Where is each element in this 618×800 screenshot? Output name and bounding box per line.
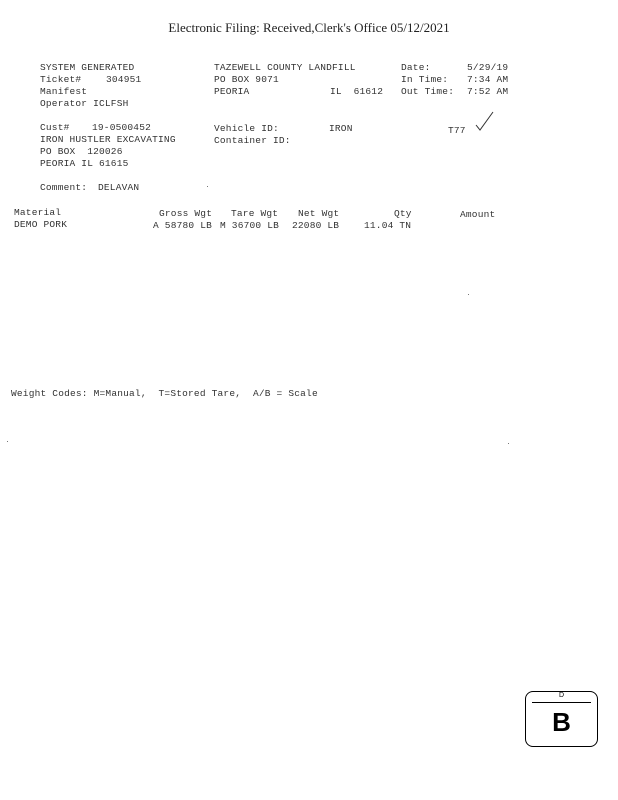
weight-codes-legend: Weight Codes: M=Manual, T=Stored Tare, A/B = Scale bbox=[11, 388, 318, 399]
scan-speck bbox=[508, 443, 509, 444]
facility-name: TAZEWELL COUNTY LANDFILL bbox=[214, 62, 356, 73]
filing-stamp: Electronic Filing: Received,Clerk's Office 05/12/2021 bbox=[168, 20, 450, 35]
date-value: 5/29/19 bbox=[467, 62, 509, 73]
cell-qty: 11.04 TN bbox=[364, 220, 412, 231]
col-header-qty: Qty bbox=[394, 208, 412, 219]
scan-speck bbox=[468, 294, 469, 295]
col-header-tare: Tare Wgt bbox=[231, 208, 279, 219]
operator-label: Operator ICLFSH bbox=[40, 98, 129, 109]
in-time-label: In Time: bbox=[401, 74, 449, 85]
scan-speck bbox=[7, 441, 8, 442]
cust-number: 19-0500452 bbox=[92, 122, 152, 133]
customer-address: PO BOX 120026 bbox=[40, 146, 123, 157]
container-id-label: Container ID: bbox=[214, 135, 291, 146]
exhibit-letter: B bbox=[552, 707, 571, 737]
exhibit-divider bbox=[532, 702, 591, 703]
vehicle-id-label: Vehicle ID: bbox=[214, 123, 279, 134]
cell-material: DEMO PORK bbox=[14, 219, 68, 230]
checkmark-icon bbox=[474, 110, 496, 134]
facility-po-box: PO BOX 9071 bbox=[214, 74, 279, 85]
system-generated-label: SYSTEM GENERATED bbox=[40, 62, 135, 73]
cell-tare: M 36700 LB bbox=[220, 220, 280, 231]
col-header-material: Material bbox=[14, 207, 62, 218]
comment-value: DELAVAN bbox=[98, 182, 140, 193]
comment-label: Comment: bbox=[40, 182, 88, 193]
vehicle-id-value: IRON bbox=[329, 123, 353, 134]
customer-name: IRON HUSTLER EXCAVATING bbox=[40, 134, 176, 145]
col-header-gross: Gross Wgt bbox=[159, 208, 213, 219]
scan-speck bbox=[207, 186, 208, 187]
date-label: Date: bbox=[401, 62, 431, 73]
ticket-label: Ticket# bbox=[40, 74, 82, 85]
out-time-label: Out Time: bbox=[401, 86, 455, 97]
facility-state-zip: IL 61612 bbox=[330, 86, 384, 97]
out-time-value: 7:52 AM bbox=[467, 86, 509, 97]
facility-city: PEORIA bbox=[214, 86, 250, 97]
cell-net: 22080 LB bbox=[292, 220, 340, 231]
exhibit-sticker bbox=[525, 691, 598, 747]
col-header-amount: Amount bbox=[460, 209, 496, 220]
truck-code: T77 bbox=[448, 125, 466, 136]
cell-gross: A 58780 LB bbox=[153, 220, 213, 231]
manifest-label: Manifest bbox=[40, 86, 88, 97]
customer-city: PEORIA IL 61615 bbox=[40, 158, 129, 169]
in-time-value: 7:34 AM bbox=[467, 74, 509, 85]
exhibit-top-text: D bbox=[558, 692, 565, 699]
cust-label: Cust# bbox=[40, 122, 70, 133]
ticket-number: 304951 bbox=[106, 74, 142, 85]
col-header-net: Net Wgt bbox=[298, 208, 340, 219]
